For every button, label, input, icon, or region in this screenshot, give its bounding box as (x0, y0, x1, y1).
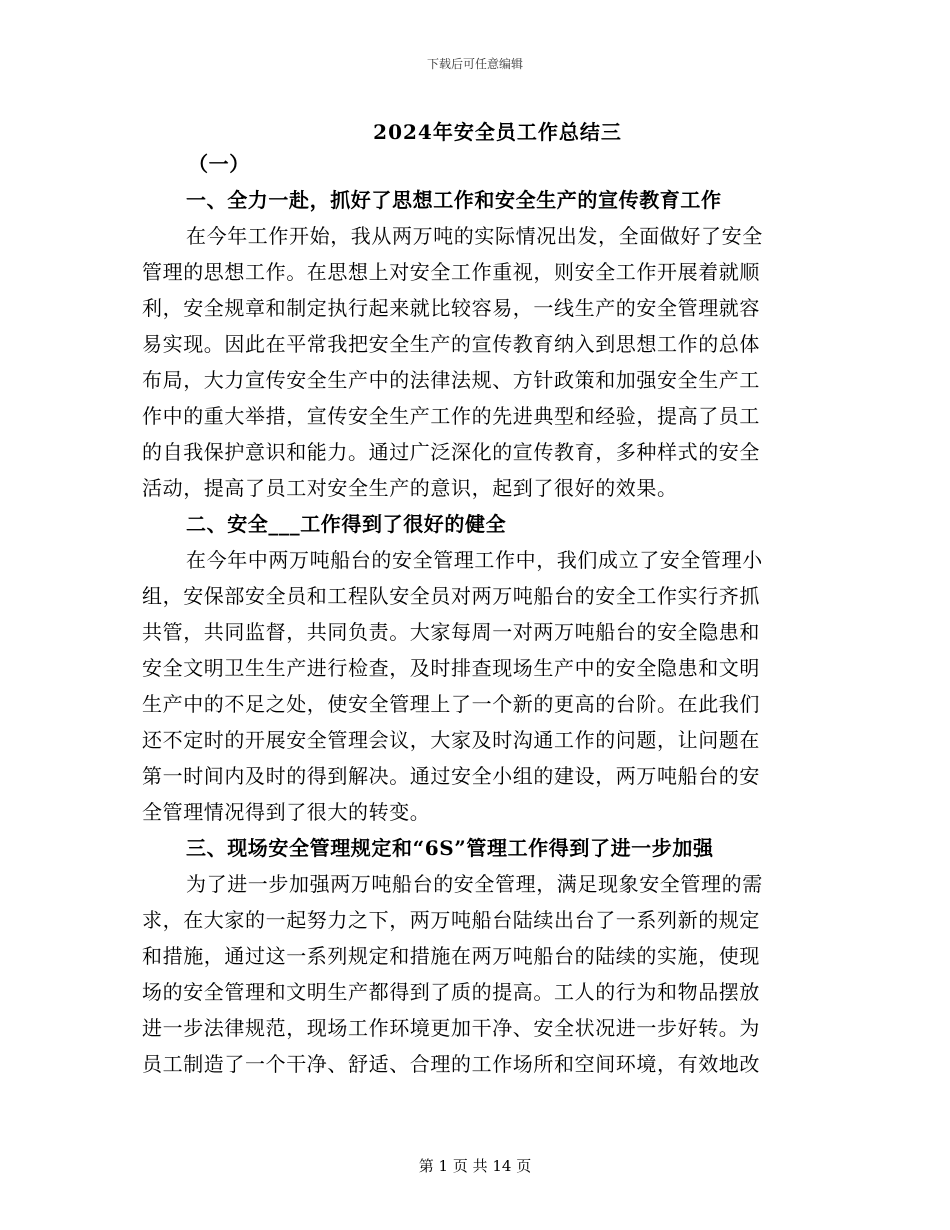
paragraph-line: 活动，提高了员工对安全生产的意识，起到了很好的效果。 (142, 476, 678, 500)
paragraph-line: 进一步法律规范，现场工作环境更加干净、安全状况进一步好转。为 (142, 1016, 760, 1040)
paragraph-line: 共管，共同监督，共同负责。大家每周一对两万吨船台的安全隐患和 (142, 620, 760, 644)
section-heading-2: 二、安全___工作得到了很好的健全 (186, 512, 507, 536)
section-heading-3: 三、现场安全管理规定和“6S”管理工作得到了进一步加强 (186, 836, 714, 860)
paragraph-line: 和措施，通过这一系列规定和措施在两万吨船台的陆续的实施，使现 (142, 944, 760, 968)
paragraph-line: 在今年中两万吨船台的安全管理工作中，我们成立了安全管理小 (186, 548, 763, 572)
section-heading-1: 一、全力一赴，抓好了思想工作和安全生产的宣传教育工作 (186, 188, 722, 212)
paragraph-line: 利，安全规章和制定执行起来就比较容易，一线生产的安全管理就容 (142, 296, 760, 320)
paragraph-line: 作中的重大举措，宣传安全生产工作的先进典型和经验，提高了员工 (142, 404, 760, 428)
paragraph-line: 生产中的不足之处，使安全管理上了一个新的更高的台阶。在此我们 (142, 692, 760, 716)
page-number-footer: 第 1 页 共 14 页 (418, 1157, 532, 1175)
paragraph-line: 全管理情况得到了很大的转变。 (142, 800, 431, 824)
paragraph-line: 易实现。因此在平常我把安全生产的宣传教育纳入到思想工作的总体 (142, 332, 760, 356)
paragraph-line: 还不定时的开展安全管理会议，大家及时沟通工作的问题，让问题在 (142, 728, 760, 752)
section-subtitle: （一） (188, 152, 250, 176)
paragraph-line: 组，安保部安全员和工程队安全员对两万吨船台的安全工作实行齐抓 (142, 584, 760, 608)
document-body (142, 146, 795, 1082)
paragraph-line: 为了进一步加强两万吨船台的安全管理，满足现象安全管理的需 (186, 872, 763, 896)
paragraph-line: 在今年工作开始，我从两万吨的实际情况出发，全面做好了安全 (186, 224, 763, 248)
paragraph-line: 的自我保护意识和能力。通过广泛深化的宣传教育，多种样式的安全 (142, 440, 760, 464)
paragraph-line: 求，在大家的一起努力之下，两万吨船台陆续出台了一系列新的规定 (142, 908, 760, 932)
paragraph-line: 管理的思想工作。在思想上对安全工作重视，则安全工作开展着就顺 (142, 260, 760, 284)
header-note: 下载后可任意编辑 (426, 57, 523, 71)
paragraph-line: 安全文明卫生生产进行检查，及时排查现场生产中的安全隐患和文明 (142, 656, 760, 680)
paragraph-line: 第一时间内及时的得到解决。通过安全小组的建设，两万吨船台的安 (142, 764, 760, 788)
paragraph-line: 员工制造了一个干净、舒适、合理的工作场所和空间环境，有效地改 (142, 1052, 760, 1076)
paragraph-line: 布局，大力宣传安全生产中的法律法规、方针政策和加强安全生产工 (142, 368, 760, 392)
paragraph-line: 场的安全管理和文明生产都得到了质的提高。工人的行为和物品摆放 (142, 980, 760, 1004)
document-title: 2024年安全员工作总结三 (373, 120, 622, 144)
